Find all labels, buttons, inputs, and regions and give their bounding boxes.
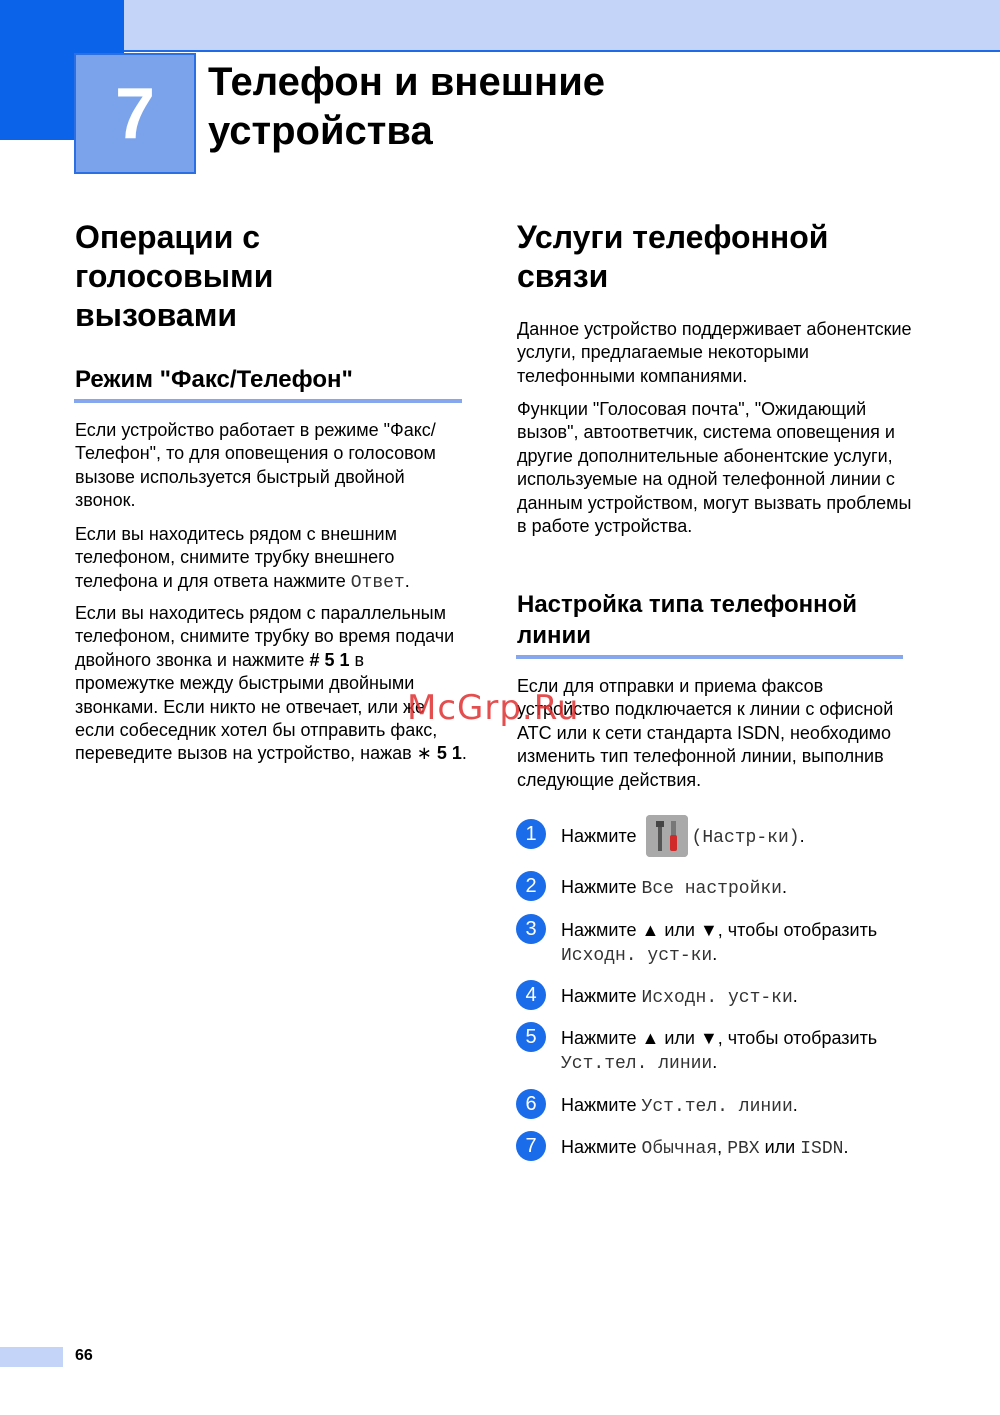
step-number-circle: 6 [516,1089,546,1119]
step-text [561,984,921,1010]
punctuation: . [799,826,805,846]
step-text [561,1093,921,1119]
menu-key-label: Уст.тел. линии [641,1097,793,1117]
step-text [561,824,921,850]
subsection-heading-line-type: Настройка типа телефонной линии [517,591,858,649]
punctuation: . [792,1095,798,1115]
option-normal-label: Обычная [641,1139,718,1159]
paragraph-text: в промежутке между быстрыми двойными звонками. Если никто не отвечает, или же если собеседник хотел бы отправить факс, переведите вызов на устройство, нажав [75,649,438,764]
section-heading-voice-calls: Операции с голосовыми вызовами [75,219,274,333]
step-instruction: Нажмите ▲ или ▼, чтобы отобразить [561,920,878,940]
menu-key-label: Уст.тел. линии [561,1054,713,1074]
step-1 [516,819,916,879]
settings-key-label: (Настр-ки) [691,828,800,848]
watermark: McGrp.Ru [407,688,580,728]
step-instruction: Нажмите [561,1137,642,1157]
punctuation: . [843,1137,849,1157]
step-text [561,875,921,901]
page-number: 66 [75,1347,93,1364]
punctuation: . [781,877,787,897]
step-text [561,1135,921,1161]
remote-code: # 5 1 [309,649,350,670]
punctuation: . [712,1052,718,1072]
punctuation: . [792,986,798,1006]
step-instruction: Нажмите [561,877,642,897]
answer-key-label: Ответ [350,572,405,593]
punctuation: . [712,944,718,964]
step-instruction: Нажмите ▲ или ▼, чтобы отобразить [561,1028,878,1048]
step-text [561,1026,921,1076]
transfer-code: 5 1 [431,743,462,764]
paragraph-text: Если вы находитесь рядом с внешним телефоном, снимите трубку внешнего телефона и для ответа нажмите [75,524,397,591]
punctuation: , [717,1137,728,1157]
step-number-circle: 3 [516,914,546,944]
header-band-line [124,50,1000,52]
step-number-circle: 5 [516,1022,546,1052]
subsection-rule-right [516,655,903,659]
punctuation: . [461,743,467,764]
section-heading-telephone-services: Услуги телефонной связи [517,219,829,294]
step-5 [516,1022,916,1082]
paragraph-external-phone [75,523,467,595]
menu-key-label: Исходн. уст-ки [561,946,713,966]
paragraph-text: Если вы находитесь рядом с параллельным телефоном, снимите трубку во время подачи двойного звонка и нажмите [75,603,455,670]
menu-key-label: Исходн. уст-ки [641,988,793,1008]
chapter-number: 7 [114,73,156,154]
step-instruction: Нажмите [561,986,642,1006]
subsection-heading-fax-tel-mode: Режим "Факс/Телефон" [75,366,353,393]
header-band-light [124,0,1000,50]
step-7 [516,1131,916,1191]
punctuation: . [404,570,410,591]
settings-tools-icon[interactable] [646,815,688,857]
step-number-circle: 2 [516,871,546,901]
paragraph-fax-tel-intro: Если устройство работает в режиме "Факс/Телефон", то для оповещения о голосовом вызове используется быстрый двойной звонок. [75,420,436,511]
paragraph-line-type-intro: Если для отправки и приема факсов устройство подключается к линии с офисной АТС или к сети стандарта ISDN, необходимо изменить тип телефонной линии, выполнив следующие действия. [517,676,894,790]
option-isdn-label: ISDN [800,1139,844,1159]
paragraph-services-warning: Функции "Голосовая почта", "Ожидающий вызов", автоответчик, система оповещения и другие дополнительные абонентские услуги, используемые на одной телефонной линии с данным устройством, могут вызвать проблемы в работе устройства. [517,399,912,537]
footer-bar [0,1347,63,1367]
step-3 [516,914,916,974]
option-pbx-label: PBX [727,1139,760,1159]
step-instruction: Нажмите [561,826,642,846]
paragraph-extension-phone [75,602,467,766]
step-number-circle: 7 [516,1131,546,1161]
conjunction: или [759,1137,801,1157]
menu-key-label: Все настройки [641,879,782,899]
subsection-rule-left [74,399,462,403]
paragraph-services-support: Данное устройство поддерживает абонентские услуги, предлагаемые некоторыми телефонными компаниями. [517,319,912,386]
chapter-number-box [74,53,196,174]
step-instruction: Нажмите [561,1095,642,1115]
star-symbol: ∗ [416,743,432,764]
step-number-circle: 1 [516,819,546,849]
step-number-circle: 4 [516,980,546,1010]
step-text [561,918,921,968]
chapter-title: Телефон и внешние устройства [208,60,606,153]
